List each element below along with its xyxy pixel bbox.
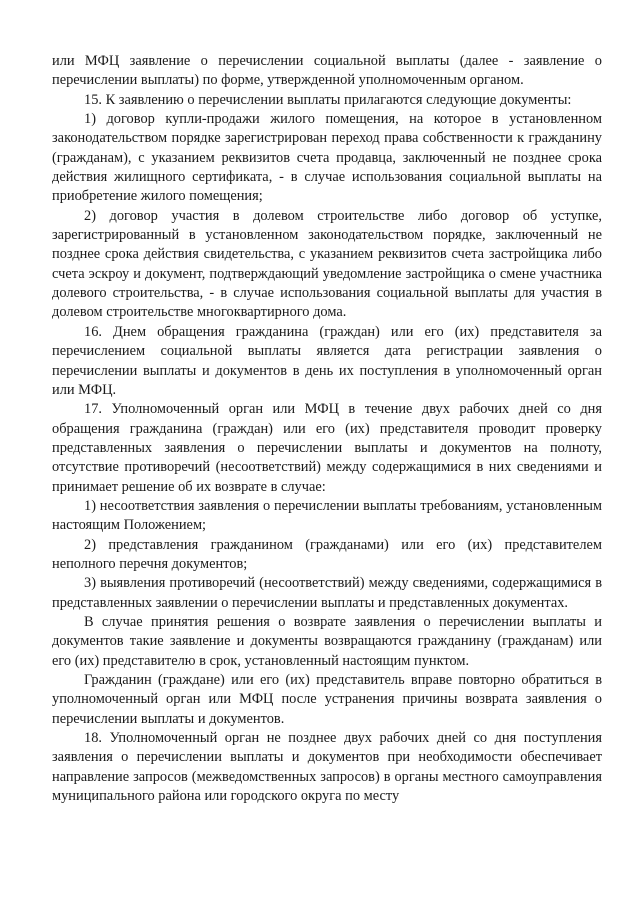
paragraph-18: 18. Уполномоченный орган не позднее двух рабочих дней со дня поступления заявления о перечислении выплаты и документов при необходимости обеспечивает направление запросов (межведомственных запросов) в органы местного самоуправления муниципального района или городского округа по месту (52, 730, 602, 805)
list-item-17-1: 1) несоответствия заявления о перечислении выплаты требованиям, установленным настоящим Положением; (52, 497, 602, 534)
paragraph-continuation: или МФЦ заявление о перечислении социальной выплаты (далее - заявление о перечислении выплаты) по форме, утвержденной уполномоченным органом. (52, 53, 602, 89)
list-item-15-1: 1) договор купли-продажи жилого помещения, на которое в установленном законодательством порядке зарегистрирован переход права собственности к гражданину (гражданам), с указанием реквизитов счета продавца, заключенный не позднее срока действия жилищного сертификата, - в случае использования социальной выплаты на приобретение жилого помещения; (52, 111, 602, 205)
paragraph-15: 15. К заявлению о перечислении выплаты прилагаются следующие документы: (84, 91, 572, 108)
document-page (52, 52, 602, 806)
list-item-17-3: 3) выявления противоречий (несоответствий) между сведениями, содержащимися в представленных заявлении о перечислении выплаты и представленных документах. (52, 575, 602, 611)
paragraph-resubmission: Гражданин (граждане) или его (их) представитель вправе повторно обратиться в уполномоченный орган или МФЦ после устранения причины возврата заявления о перечислении выплаты и документов. (52, 672, 602, 727)
list-item-15-2: 2) договор участия в долевом строительстве либо договор об уступке, зарегистрированный в установленном законодательством порядке, заключенный не позднее срока действия свидетельства, с указанием реквизитов счета застройщика либо счета эскроу и документ, подтверждающий уведомление застройщика о смене участника долевого строительства, - в случае использования социальной выплаты для участия в долевом строительстве многоквартирного дома. (52, 207, 602, 321)
paragraph-16: 16. Днем обращения гражданина (граждан) или его (их) представителя за перечислением социальной выплаты является дата регистрации заявления о перечислении выплаты и документов в день их поступления в уполномоченный орган или МФЦ. (52, 323, 602, 398)
paragraph-return-decision: В случае принятия решения о возврате заявления о перечислении выплаты и документов такие заявление и документы возвращаются гражданину (гражданам) или его (их) представителю в срок, установленный настоящим пунктом. (52, 613, 602, 669)
paragraph-17: 17. Уполномоченный орган или МФЦ в течение двух рабочих дней со дня обращения гражданина (граждан) или его (их) представителя проводит проверку представленных заявления о перечислении выплаты и документов на полноту, отсутствие противоречий (несоответствий) между содержащимися в них сведениями и принимает решение об их возврате в случае: (52, 401, 602, 495)
list-item-17-2: 2) представления гражданином (гражданами) или его (их) представителем неполного перечня документов; (52, 536, 602, 572)
